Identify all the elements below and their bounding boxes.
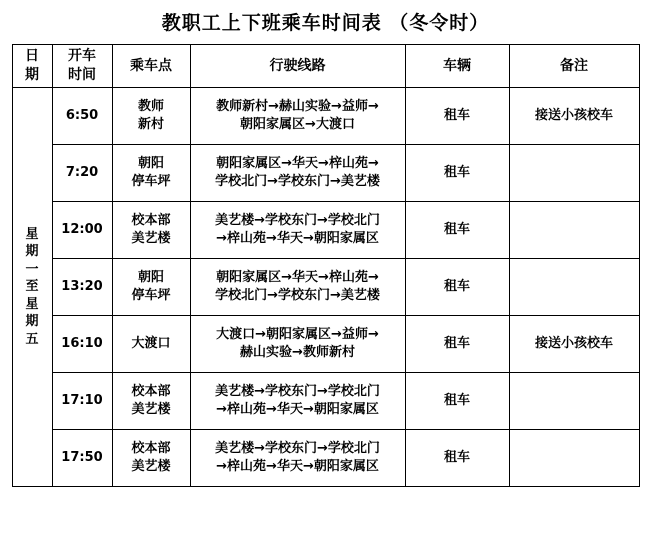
departure-time: 17:50 bbox=[52, 430, 112, 487]
route-line1: 美艺楼→学校东门→学校北门 bbox=[215, 441, 380, 457]
header-route: 行驶线路 bbox=[190, 45, 405, 88]
boarding-point-line1: 校本部 bbox=[131, 213, 171, 229]
boarding-point-line1: 大渡口 bbox=[131, 336, 171, 352]
table-row bbox=[12, 430, 639, 487]
boarding-point-line1: 校本部 bbox=[131, 441, 171, 457]
vehicle: 租车 bbox=[405, 202, 509, 259]
route-line2: →梓山苑→华天→朝阳家属区 bbox=[216, 231, 379, 246]
route-line2: 学校北门→学校东门→美艺楼 bbox=[215, 288, 380, 303]
route-line1: 朝阳家属区→华天→梓山苑→ bbox=[216, 270, 379, 286]
route bbox=[190, 259, 405, 316]
boarding-point bbox=[112, 145, 190, 202]
route-line1: 美艺楼→学校东门→学校北门 bbox=[215, 213, 380, 229]
header-date-line2: 期 bbox=[25, 67, 39, 83]
schedule-table bbox=[12, 44, 640, 487]
header-vehicle: 车辆 bbox=[405, 45, 509, 88]
day-char-5: 星 bbox=[25, 296, 39, 312]
table-row bbox=[12, 373, 639, 430]
route-line1: 朝阳家属区→华天→梓山苑→ bbox=[216, 156, 379, 172]
boarding-point-line2: 美艺楼 bbox=[131, 402, 171, 417]
route-line2: 学校北门→学校东门→美艺楼 bbox=[215, 174, 380, 189]
day-char-1: 星 bbox=[25, 226, 39, 242]
remark bbox=[509, 145, 639, 202]
boarding-point bbox=[112, 373, 190, 430]
day-char-7: 五 bbox=[25, 331, 39, 347]
remark bbox=[509, 430, 639, 487]
boarding-point-line1: 朝阳 bbox=[137, 156, 164, 172]
boarding-point-line2: 美艺楼 bbox=[131, 459, 171, 474]
header-boarding-point: 乘车点 bbox=[112, 45, 190, 88]
day-range-cell bbox=[12, 88, 52, 487]
header-remark: 备注 bbox=[509, 45, 639, 88]
boarding-point-line1: 校本部 bbox=[131, 384, 171, 400]
boarding-point-line1: 朝阳 bbox=[137, 270, 164, 286]
boarding-point-line2: 新村 bbox=[137, 117, 164, 132]
header-date-line1: 日 bbox=[25, 48, 39, 65]
boarding-point-line2: 美艺楼 bbox=[131, 231, 171, 246]
table-row bbox=[12, 145, 639, 202]
vehicle: 租车 bbox=[405, 373, 509, 430]
table-row bbox=[12, 88, 639, 145]
departure-time: 17:10 bbox=[52, 373, 112, 430]
boarding-point-line1: 教师 bbox=[137, 99, 164, 115]
boarding-point bbox=[112, 316, 190, 373]
departure-time: 7:20 bbox=[52, 145, 112, 202]
vehicle: 租车 bbox=[405, 430, 509, 487]
route bbox=[190, 373, 405, 430]
day-char-6: 期 bbox=[25, 314, 39, 330]
table-row bbox=[12, 202, 639, 259]
departure-time: 12:00 bbox=[52, 202, 112, 259]
day-char-2: 期 bbox=[25, 244, 39, 260]
table-row bbox=[12, 316, 639, 373]
departure-time: 6:50 bbox=[52, 88, 112, 145]
remark bbox=[509, 202, 639, 259]
departure-time: 13:20 bbox=[52, 259, 112, 316]
route-line2: 朝阳家属区→大渡口 bbox=[240, 117, 355, 132]
route bbox=[190, 145, 405, 202]
departure-time: 16:10 bbox=[52, 316, 112, 373]
route-line1: 美艺楼→学校东门→学校北门 bbox=[215, 384, 380, 400]
page-title: 教职工上下班乘车时间表 （冬令时） bbox=[161, 12, 490, 34]
header-departure-time-line2: 时间 bbox=[68, 67, 96, 83]
boarding-point-line2: 停车坪 bbox=[131, 288, 171, 303]
boarding-point bbox=[112, 202, 190, 259]
table-row bbox=[12, 259, 639, 316]
day-char-3: 一 bbox=[25, 261, 39, 277]
vehicle: 租车 bbox=[405, 88, 509, 145]
route bbox=[190, 430, 405, 487]
route-line1: 教师新村→赫山实验→益师→ bbox=[216, 99, 379, 115]
remark bbox=[509, 259, 639, 316]
route bbox=[190, 88, 405, 145]
header-date bbox=[12, 45, 52, 88]
day-char-4: 至 bbox=[25, 279, 39, 295]
boarding-point bbox=[112, 259, 190, 316]
header-departure-time-line1: 开车 bbox=[68, 48, 96, 65]
boarding-point-line2: 停车坪 bbox=[131, 174, 171, 189]
remark bbox=[509, 373, 639, 430]
remark: 接送小孩校车 bbox=[509, 88, 639, 145]
route-line2: →梓山苑→华天→朝阳家属区 bbox=[216, 459, 379, 474]
route-line1: 大渡口→朝阳家属区→益师→ bbox=[216, 327, 379, 343]
route-line2: →梓山苑→华天→朝阳家属区 bbox=[216, 402, 379, 417]
remark: 接送小孩校车 bbox=[509, 316, 639, 373]
table-header-row bbox=[12, 45, 639, 88]
vehicle: 租车 bbox=[405, 145, 509, 202]
route bbox=[190, 202, 405, 259]
boarding-point bbox=[112, 88, 190, 145]
vehicle: 租车 bbox=[405, 259, 509, 316]
header-departure-time bbox=[52, 45, 112, 88]
boarding-point bbox=[112, 430, 190, 487]
route bbox=[190, 316, 405, 373]
route-line2: 赫山实验→教师新村 bbox=[240, 345, 355, 360]
vehicle: 租车 bbox=[405, 316, 509, 373]
